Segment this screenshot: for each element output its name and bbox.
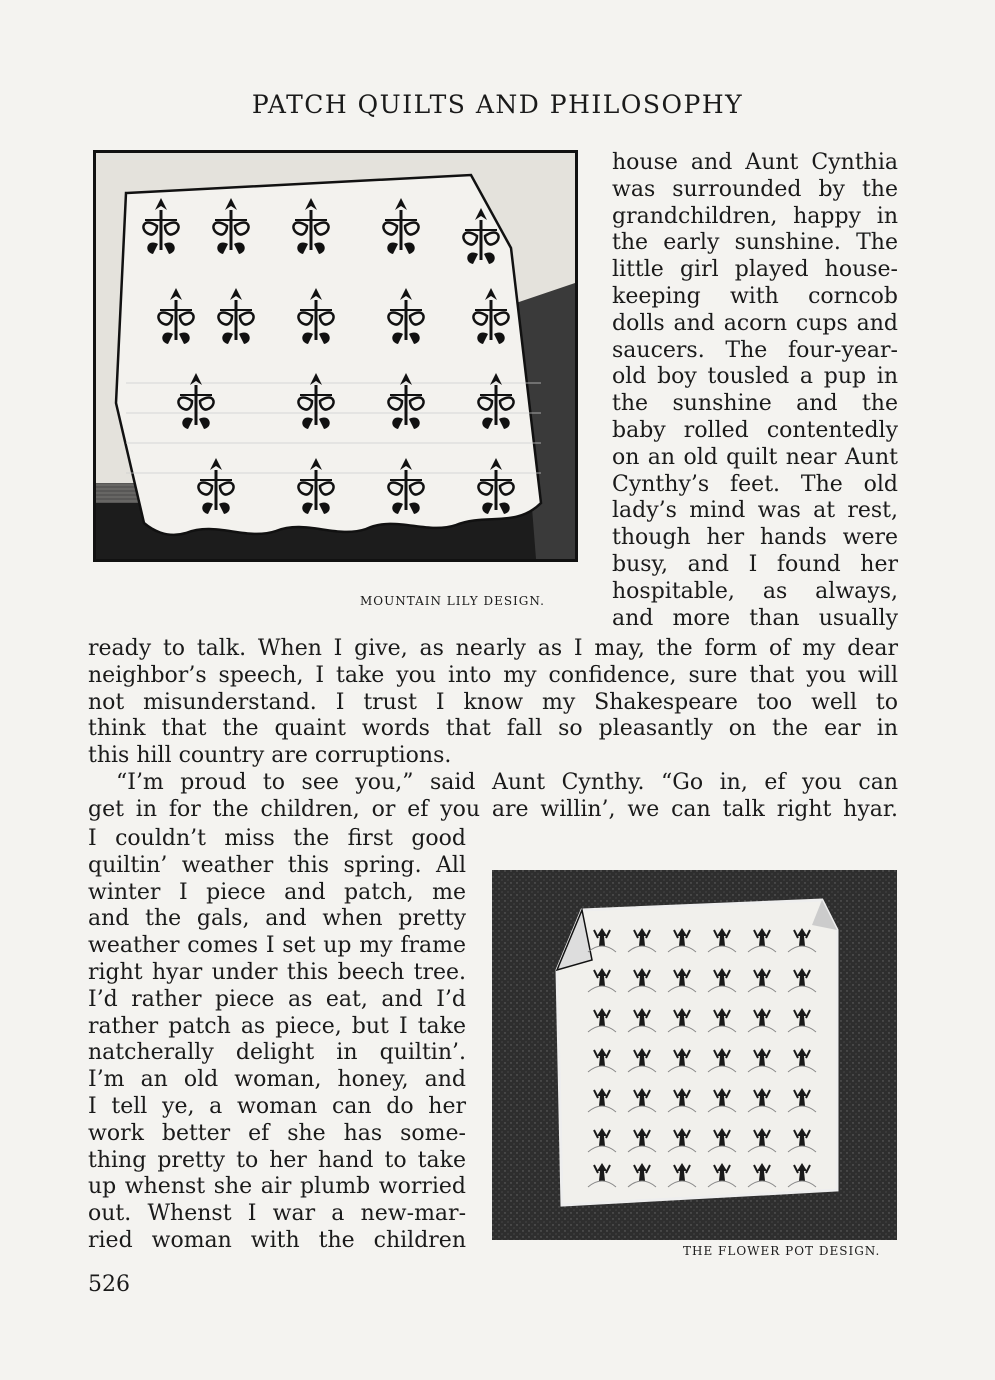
text-line: the sunshine and the xyxy=(612,391,898,417)
figure-caption: MOUNTAIN LILY DESIGN. xyxy=(360,594,545,608)
text-line: winter I piece and patch, me xyxy=(88,879,466,905)
text-line: the early sunshine. The xyxy=(612,230,898,256)
text-line: house and Aunt Cynthia xyxy=(612,150,898,175)
text-line: and more than usually xyxy=(612,605,898,631)
text-line: Cynthy’s feet. The old xyxy=(612,471,898,497)
text-line: not misunderstand. I trust I know my Shakespeare too well to xyxy=(88,689,898,715)
text-line: right hyar under this beech tree. xyxy=(88,959,466,985)
text-line: ried woman with the children xyxy=(88,1227,466,1253)
figure-caption: THE FLOWER POT DESIGN. xyxy=(683,1244,881,1258)
text-line: get in for the children, or ef you are willin’, we can talk right hyar. xyxy=(88,796,898,822)
text-line: keeping with corncob xyxy=(612,283,898,309)
full-width-text xyxy=(88,636,898,824)
text-line: baby rolled contentedly xyxy=(612,417,898,443)
text-line: this hill country are corruptions. xyxy=(88,743,452,769)
text-line: natcherally delight in quiltin’. xyxy=(88,1040,466,1066)
text-line: lady’s mind was at rest, xyxy=(612,498,898,524)
text-line: neighbor’s speech, I take you into my confidence, sure that you will xyxy=(88,662,898,688)
text-line: rather patch as piece, but I take xyxy=(88,1013,466,1039)
text-line: though her hands were xyxy=(612,525,898,551)
text-line: “I’m proud to see you,” said Aunt Cynthy. “Go in, ef you can xyxy=(116,769,898,795)
text-line: I couldn’t miss the first good xyxy=(88,826,466,851)
text-line: I tell ye, a woman can do her xyxy=(88,1093,466,1119)
text-line: quiltin’ weather this spring. All xyxy=(88,852,466,878)
flower-pot-quilt-illustration xyxy=(492,870,897,1240)
text-line: saucers. The four-year- xyxy=(612,337,898,363)
text-line: was surrounded by the xyxy=(612,176,898,202)
text-line: up whenst she air plumb worried xyxy=(88,1174,466,1200)
text-line: I’m an old woman, honey, and xyxy=(88,1067,466,1093)
text-line: little girl played house- xyxy=(612,257,898,283)
text-line: ready to talk. When I give, as nearly as I may, the form of my dear xyxy=(88,636,898,661)
running-header: PATCH QUILTS AND PHILOSOPHY xyxy=(251,90,744,119)
text-line: thing pretty to her hand to take xyxy=(88,1147,466,1173)
text-line: old boy tousled a pup in xyxy=(612,364,898,390)
text-line: out. Whenst I war a new-mar- xyxy=(88,1201,466,1227)
text-line: work better ef she has some- xyxy=(88,1120,466,1146)
text-line: dolls and acorn cups and xyxy=(612,310,898,336)
text-line: on an old quilt near Aunt xyxy=(612,444,898,470)
text-line: think that the quaint words that fall so pleasantly on the ear in xyxy=(88,716,898,742)
text-line: weather comes I set up my frame xyxy=(88,933,466,959)
text-line: grandchildren, happy in xyxy=(612,203,898,229)
text-line: hospitable, as always, xyxy=(612,578,898,604)
left-column-text xyxy=(88,826,466,1255)
page-number: 526 xyxy=(88,1272,130,1297)
text-line: busy, and I found her xyxy=(612,551,898,577)
text-line: I’d rather piece as eat, and I’d xyxy=(88,986,466,1012)
mountain-lily-quilt-illustration xyxy=(93,150,578,562)
text-line: and the gals, and when pretty xyxy=(88,906,466,932)
right-column-text xyxy=(612,150,898,632)
